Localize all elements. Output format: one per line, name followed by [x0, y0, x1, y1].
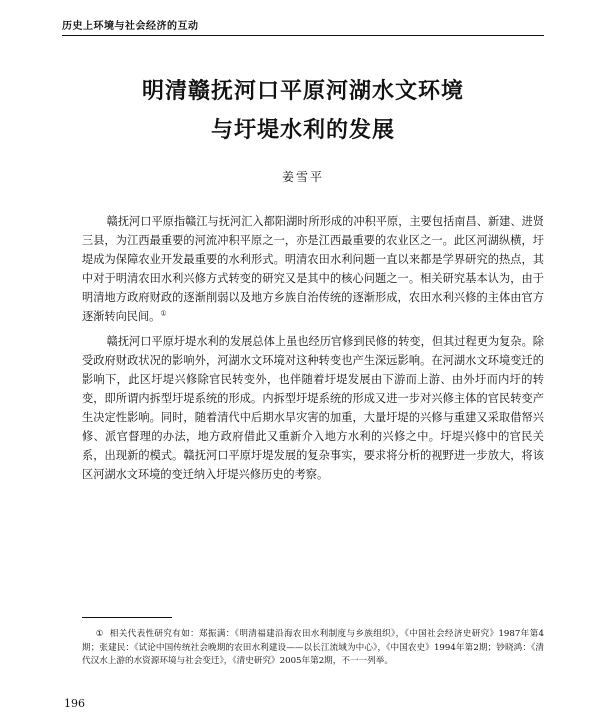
body-paragraph-2 [82, 332, 544, 485]
footnote-text: 相关代表性研究有如：郑振满：《明清福建沿海农田水利制度与乡族组织》，《中国社会经济史研究》1987年第4期；张建民：《试论中国传统社会晚期的农田水利建设——以长江流域为中心》，《中国农史》1994年第2期；钞晓鸿：《清代汉水上游的水资源环境与社会变迁》，《清史研究》2005年第2期，不一一列举。 [82, 629, 544, 667]
page-number: 196 [64, 697, 85, 710]
article-title-line-2: 与圩堤水利的发展 [210, 118, 395, 143]
footnote [82, 628, 544, 669]
paragraph-2-text: 赣抚河口平原圩堤水利的发展总体上虽也经历官修到民修的转变，但其过程更为复杂。除受政府财政状况的影响外，河湖水文环境对这种转变也产生深远影响。在河湖水文环境变迁的影响下，此区圩堤兴修除官民转变外，也伴随着圩堤发展由下游而上游、由外圩而内圩的转变，即所谓内拆型圩堤系统的形成。内拆型圩堤系统的形成又进一步对兴修主体的官民转变产生决定性影响。同时，随着清代中后期水旱灾害的加重，大量圩堤的兴修与重建又采取借帑兴修、派官督理的办法，地方政府借此又重新介入地方水利的兴修之中。圩堤兴修中的官民关系，出现新的模式。赣抚河口平原圩堤发展的复杂事实，要求将分析的视野进一步放大，将该区河湖水文环境的变迁纳入圩堤兴修历史的考察。 [82, 334, 544, 482]
author-name: 姜雪平 [281, 170, 324, 184]
body-paragraph-1 [82, 212, 544, 327]
running-header: 历史上环境与社会经济的互动 [62, 21, 199, 32]
footnote-rule [82, 617, 172, 618]
article-title-line-1: 明清赣抚河口平原河湖水文环境 [141, 79, 464, 104]
footnote-reference[interactable]: ① [160, 309, 167, 318]
body-text [82, 212, 544, 484]
footnote-marker: ① [95, 629, 104, 639]
paragraph-1-text: 赣抚河口平原指赣江与抚河汇入都阳湖时所形成的冲积平原，主要包括南昌、新建、进贤三县，为江西最重要的河流冲积平原之一，亦是江西最重要的农业区之一。此区河湖纵横，圩堤成为保障农业开发最重要的水利形式。明清农田水利问题一直以来都是学界研究的热点，其中对于明清农田水利兴修方式转变的研究又是其中的核心问题之一。相关研究基本认为，由于明清地方政府财政的逐渐削弱以及地方乡族自治传统的逐渐形成，农田水利兴修的主体由官方逐渐转向民间。 [82, 215, 544, 324]
header-rule [62, 35, 544, 36]
